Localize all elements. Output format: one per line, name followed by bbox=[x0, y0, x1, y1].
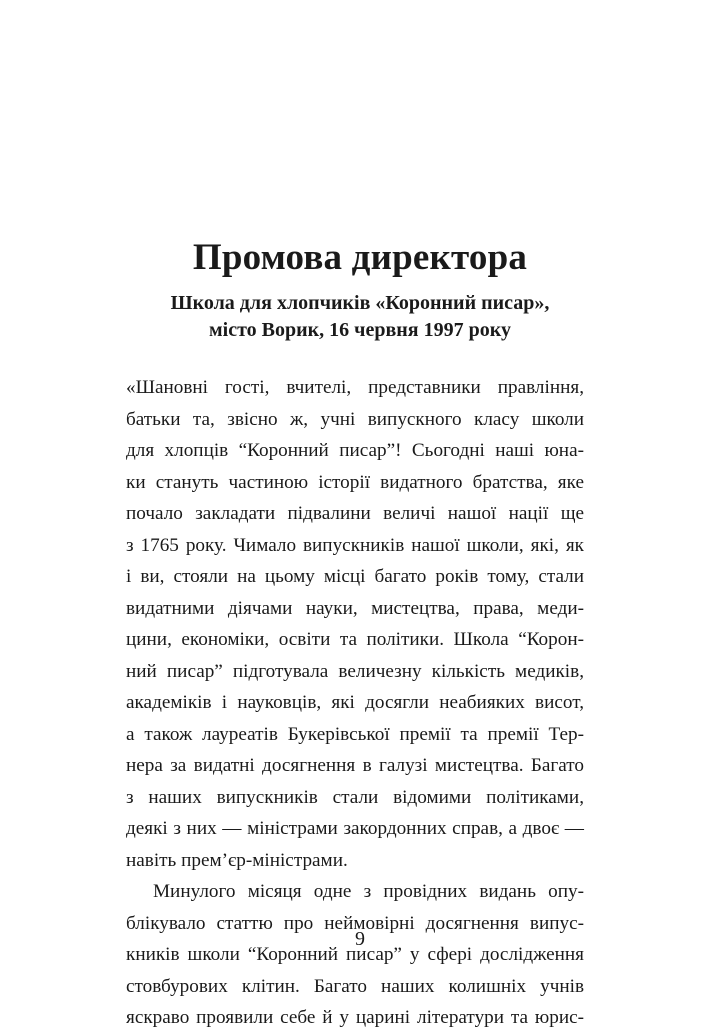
paragraph bbox=[126, 876, 584, 1034]
text-line: нера за видатні досягнення в галузі мистецтва. Багато bbox=[126, 755, 584, 776]
text-line: стовбурових клітин. Багато наших колишніх учнів bbox=[126, 975, 584, 997]
text-line: для хлопців “Коронний писар”! Сьогодні наші юна- bbox=[126, 440, 584, 461]
text-line: блікувало статтю про неймовірні досягнення випус- bbox=[126, 912, 584, 934]
subtitle-line: місто Ворик, 16 червня 1997 року bbox=[209, 319, 511, 341]
text-line: почало закладати підвалини величі нашої нації ще bbox=[126, 503, 584, 524]
page-number: 9 bbox=[355, 928, 365, 950]
text-line: кників школи “Коронний писар” у сфері дослідження bbox=[126, 944, 584, 965]
text-line: деякі з них — міністрами закордонних справ, а двоє — bbox=[126, 818, 584, 839]
text-line: цини, економіки, освіти та політики. Школа “Корон- bbox=[126, 629, 584, 650]
text-line: ний писар” підготувала величезну кількість медиків, bbox=[126, 660, 584, 682]
text-line: ки стануть частиною історії видатного братства, яке bbox=[126, 471, 584, 493]
subtitle-line: Школа для хлопчиків «Коронний писар», bbox=[170, 292, 550, 314]
text-line: «Шановні гості, вчителі, представники правління, bbox=[126, 377, 584, 398]
text-line: і ви, стояли на цьому місці багато років тому, стали bbox=[126, 566, 584, 587]
text-line: академіків і науковців, які досягли неабияких висот, bbox=[126, 692, 584, 713]
text-line: навіть прем’єр-міністрами. bbox=[126, 849, 348, 871]
text-line: яскраво проявили себе й у царині літератури та юрис- bbox=[126, 1007, 584, 1028]
text-line: з 1765 року. Чимало випускників нашої школи, які, як bbox=[126, 534, 584, 556]
chapter-subtitle bbox=[0, 290, 720, 344]
text-line: видатними діячами науки, мистецтва, права, меди- bbox=[126, 597, 584, 619]
paragraph bbox=[126, 372, 584, 876]
text-line: а також лауреатів Букерівської премії та премії Тер- bbox=[126, 723, 584, 745]
text-line: Минулого місяця одне з провідних видань опу- bbox=[153, 881, 584, 902]
text-line: з наших випускників стали відомими політиками, bbox=[126, 786, 584, 808]
text-line: батьки та, звісно ж, учні випускного класу школи bbox=[126, 408, 584, 430]
chapter-title: Промова директора bbox=[192, 237, 528, 278]
